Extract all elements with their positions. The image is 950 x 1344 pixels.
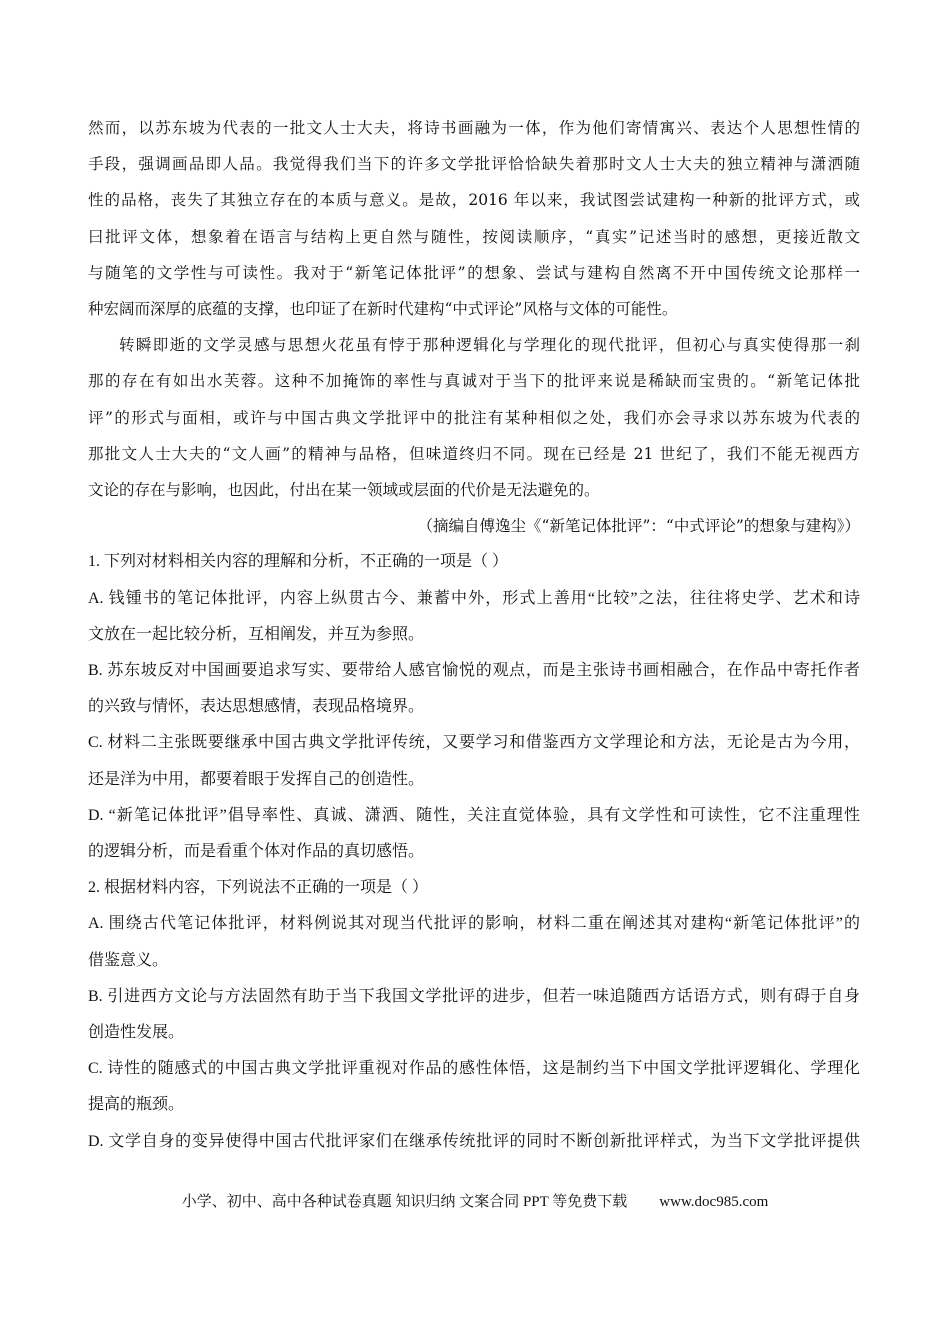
text-line: 那的存在有如出水芙蓉。这种不加掩饰的率性与真诚对于当下的批评来说是稀缺而宝贵的。“新笔记体批: [88, 372, 860, 391]
option-c-line: C. 诗性的随感式的中国古典文学批评重视对作品的感性体悟，这是制约当下中国文学批评逻辑化、学理化: [88, 1060, 860, 1078]
page-content: [88, 110, 860, 1160]
option-d-line: D. 文学自身的变异使得中国古代批评家们在继承传统批评的同时不断创新批评样式，为当下文学批评提供: [88, 1132, 860, 1150]
question-1: [88, 544, 860, 870]
option-b-line: 的兴致与情怀，表达思想感情，表现品格境界。: [88, 698, 425, 716]
option-d-line: 的逻辑分析，而是看重个体对作品的真切感悟。: [88, 843, 425, 861]
option-c-line: 还是洋为中用，都要着眼于发挥自己的创造性。: [88, 770, 425, 788]
footer-text: 小学、初中、高中各种试卷真题 知识归纳 文案合同 PPT 等免费下载: [181, 1194, 628, 1210]
question-stem: 2. 根据材料内容，下列说法不正确的一项是（ ）: [88, 879, 429, 897]
question-stem: 1. 下列对材料相关内容的理解和分析，不正确的一项是（ ）: [88, 553, 509, 571]
option-c-line: C. 材料二主张既要继承中国古典文学批评传统，又要学习和借鉴西方文学理论和方法，无论是古为今用，: [88, 734, 860, 752]
text-line: 评”的形式与面相，或许与中国古典文学批评中的批注有某种相似之处，我们亦会寻求以苏东坡为代表的: [88, 408, 860, 427]
option-b-line: B. 引进西方文论与方法固然有助于当下我国文学批评的进步，但若一味追随西方话语方式，则有碍于自身: [88, 987, 860, 1005]
text-line: 曰批评文体，想象着在语言与结构上更自然与随性，按阅读顺序，“真实”记述当时的感想，更接近散文: [88, 227, 860, 246]
option-a-line: 借鉴意义。: [88, 951, 169, 969]
text-line: 种宏阔而深厚的底蕴的支撑，也印证了在新时代建构“中式评论”风格与文体的可能性。: [88, 300, 678, 319]
option-d-line: D. “新笔记体批评”倡导率性、真诚、潇洒、随性，关注直觉体验，具有文学性和可读性，它不注重理性: [88, 806, 860, 824]
paragraph-2: [88, 327, 860, 508]
question-2: [88, 870, 860, 1160]
text-line: 然而，以苏东坡为代表的一批文人士大夫，将诗书画融为一体，作为他们寄情寓兴、表达个人思想性情的: [88, 119, 860, 137]
option-b-line: 创造性发展。: [88, 1024, 185, 1042]
option-a-line: A. 钱锺书的笔记体批评，内容上纵贯古今、兼蓄中外，形式上善用“比较”之法，往往将史学、艺术和诗: [88, 589, 860, 607]
option-b-line: B. 苏东坡反对中国画要追求写实、要带给人感官愉悦的观点，而是主张诗书画相融合，在作品中寄托作者: [88, 662, 860, 680]
option-c-line: 提高的瓶颈。: [88, 1096, 185, 1114]
text-line: 与随笔的文学性与可读性。我对于“新笔记体批评”的想象、尝试与建构自然离不开中国传统文论那样一: [88, 263, 860, 282]
text-line: 那批文人士大夫的“文人画”的精神与品格，但味道终归不同。现在已经是 21 世纪了，我们不能无视西方: [88, 444, 860, 463]
text-line: 手段，强调画品即人品。我觉得我们当下的许多文学批评恰恰缺失着那时文人士大夫的独立精神与潇洒随: [88, 155, 860, 174]
page-footer: [0, 1190, 950, 1211]
text-line: 性的品格，丧失了其独立存在的本质与意义。是故，2016 年以来，我试图尝试建构一种新的批评方式，或: [88, 191, 860, 210]
paragraph-1: [88, 110, 860, 327]
footer-link[interactable]: www.doc985.com: [659, 1194, 769, 1210]
text-line: 文论的存在与影响，也因此，付出在某一领域或层面的代价是无法避免的。: [88, 481, 600, 500]
option-a-line: A. 围绕古代笔记体批评，材料例说其对现当代批评的影响，材料二重在阐述其对建构“新笔记体批评”的: [88, 915, 860, 933]
text-line: 转瞬即逝的文学灵感与思想火花虽有悖于那种逻辑化与学理化的现代批评，但初心与真实使得那一刹: [119, 336, 860, 355]
option-a-line: 文放在一起比较分析，互相阐发，并互为参照。: [88, 625, 425, 643]
source-citation: （摘编自傅逸尘《“新笔记体批评”：“中式评论”的想象与建构》）: [417, 517, 860, 536]
